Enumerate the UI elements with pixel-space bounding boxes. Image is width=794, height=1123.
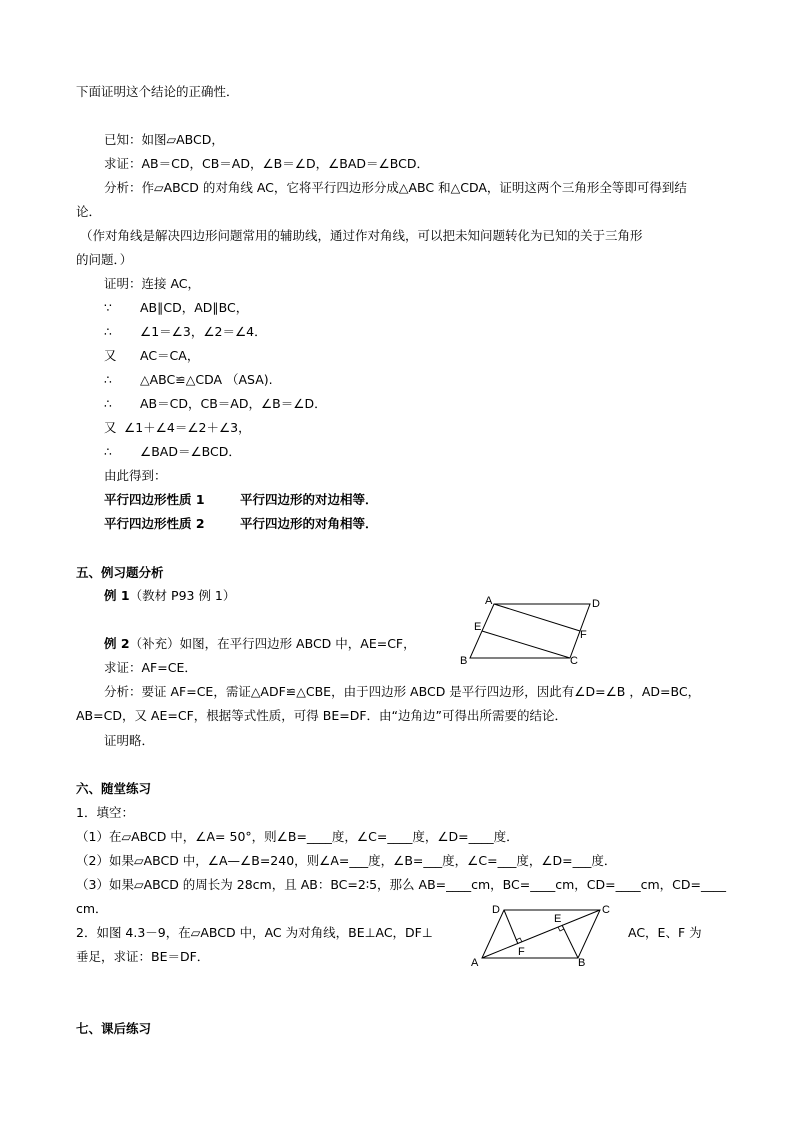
section-6-heading: 六、随堂练习 (76, 781, 152, 796)
proof-step-text: AB＝CD，CB＝AD，∠B＝∠D． (140, 396, 327, 411)
parallelogram-outline (470, 604, 590, 658)
proof-step-symbol: ∴ (104, 444, 112, 459)
vertex-label-c: C (570, 655, 578, 667)
intro-text: 下面证明这个结论的正确性． (76, 84, 239, 99)
proof-step-text: ∠1＝∠3，∠2＝∠4． (140, 324, 267, 339)
diagonal-a-c (482, 910, 600, 958)
point-label-f: F (580, 629, 587, 641)
conclusion-text: 由此得到： (104, 468, 167, 483)
proof-step-symbol: ∴ (104, 324, 112, 339)
question-2-line-1: 2．如图 4.3－9，在▱ABCD 中，AC 为对角线，BE⊥AC，DF⊥ (76, 925, 433, 940)
parallelogram-figure-1 (454, 590, 614, 670)
segment-a-f (494, 604, 580, 631)
proof-step-text: ∠BAD＝∠BCD． (140, 444, 241, 459)
note-line-1: （作对角线是解决四边形问题常用的辅助线，通过作对角线，可以把未知问题转化为已知的关于三角形 (80, 228, 643, 243)
vertex-label-b: B (460, 655, 468, 667)
given-text: 已知：如图▱ABCD， (104, 132, 224, 147)
example-2-analysis-2: AB=CD，又 AE=CF，根据等式性质，可得 BE=DF．由“边角边”可得出所需要的结论． (76, 708, 567, 723)
example-1-text: （教材 P93 例 1） (129, 588, 236, 603)
question-1-1: （1）在▱ABCD 中，∠A= 50°，则∠B=____度，∠C=____度，∠D=____度． (76, 829, 519, 844)
vertex-label-d: D (492, 904, 500, 916)
analysis-line-2: 论． (76, 204, 102, 219)
question-1-3-line-2: cm． (76, 901, 108, 916)
vertex-label-d: D (592, 598, 600, 610)
parallelogram-figure-2 (466, 900, 616, 970)
example-2-prove: 求证：AF=CE． (104, 660, 197, 675)
question-1: 1．填空： (76, 805, 134, 820)
prove-text: 求证：AB＝CD，CB＝AD，∠B＝∠D，∠BAD＝∠BCD． (104, 156, 429, 171)
point-label-e: E (474, 621, 482, 633)
point-label-e: E (554, 913, 562, 925)
perpendicular-b-e (562, 925, 578, 958)
segment-e-c (482, 631, 570, 658)
property-1-text: 平行四边形的对边相等． (240, 492, 378, 507)
vertex-label-a: A (471, 957, 479, 969)
proof-step-symbol: 又 (104, 348, 117, 363)
proof-omitted: 证明略． (104, 733, 155, 748)
proof-step-text: AB∥CD，AD∥BC， (140, 300, 249, 315)
example-2-analysis-1: 分析：要证 AF=CE，需证△ADF≌△CBE，由于四边形 ABCD 是平行四边形，因此有∠D=∠B ，AD=BC， (104, 684, 701, 699)
proof-step-symbol: ∵ (104, 300, 112, 315)
proof-intro: 证明：连接 AC， (104, 276, 201, 291)
analysis-line-1: 分析：作▱ABCD 的对角线 AC，它将平行四边形分成△ABC 和△CDA，证明这两个三角形全等即可得到结 (104, 180, 687, 195)
note-line-2: 的问题．） (76, 252, 133, 267)
question-2-line-1-tail: AC，E、F 为 (628, 925, 702, 940)
example-2-text: （补充）如图，在平行四边形 ABCD 中，AE=CF， (129, 636, 416, 651)
question-1-3-line-1: （3）如果▱ABCD 的周长为 28cm，且 AB：BC=2∶5，那么 AB=____cm，BC=____cm，CD=____cm，CD=____ (76, 877, 726, 892)
example-1-label: 例 1 (104, 588, 130, 603)
proof-step-symbol: ∴ (104, 372, 112, 387)
section-7-heading: 七、课后练习 (76, 1021, 152, 1036)
example-1 (104, 588, 235, 604)
proof-step-text: △ABC≌△CDA （ASA). (140, 372, 273, 387)
point-label-f: F (518, 946, 525, 958)
property-2-name: 平行四边形性质 2 (104, 516, 205, 531)
example-2-label: 例 2 (104, 636, 130, 651)
vertex-label-c: C (602, 904, 610, 916)
property-2-text: 平行四边形的对角相等． (240, 516, 378, 531)
section-5-heading: 五、例习题分析 (76, 565, 164, 580)
property-1-name: 平行四边形性质 1 (104, 492, 205, 507)
question-1-2: （2）如果▱ABCD 中，∠A—∠B=240，则∠A=___度，∠B=___度，∠C=___度，∠D=___度． (76, 853, 617, 868)
vertex-label-b: B (578, 957, 586, 969)
proof-step-symbol: 又 (104, 420, 117, 435)
proof-step-text: AC＝CA， (140, 348, 200, 363)
example-2 (104, 636, 416, 652)
vertex-label-a: A (485, 595, 493, 607)
proof-step-text: ∠1＋∠4＝∠2＋∠3， (124, 420, 251, 435)
question-2-line-2: 垂足，求证：BE＝DF． (76, 949, 210, 964)
perpendicular-d-f (504, 910, 518, 944)
proof-step-symbol: ∴ (104, 396, 112, 411)
